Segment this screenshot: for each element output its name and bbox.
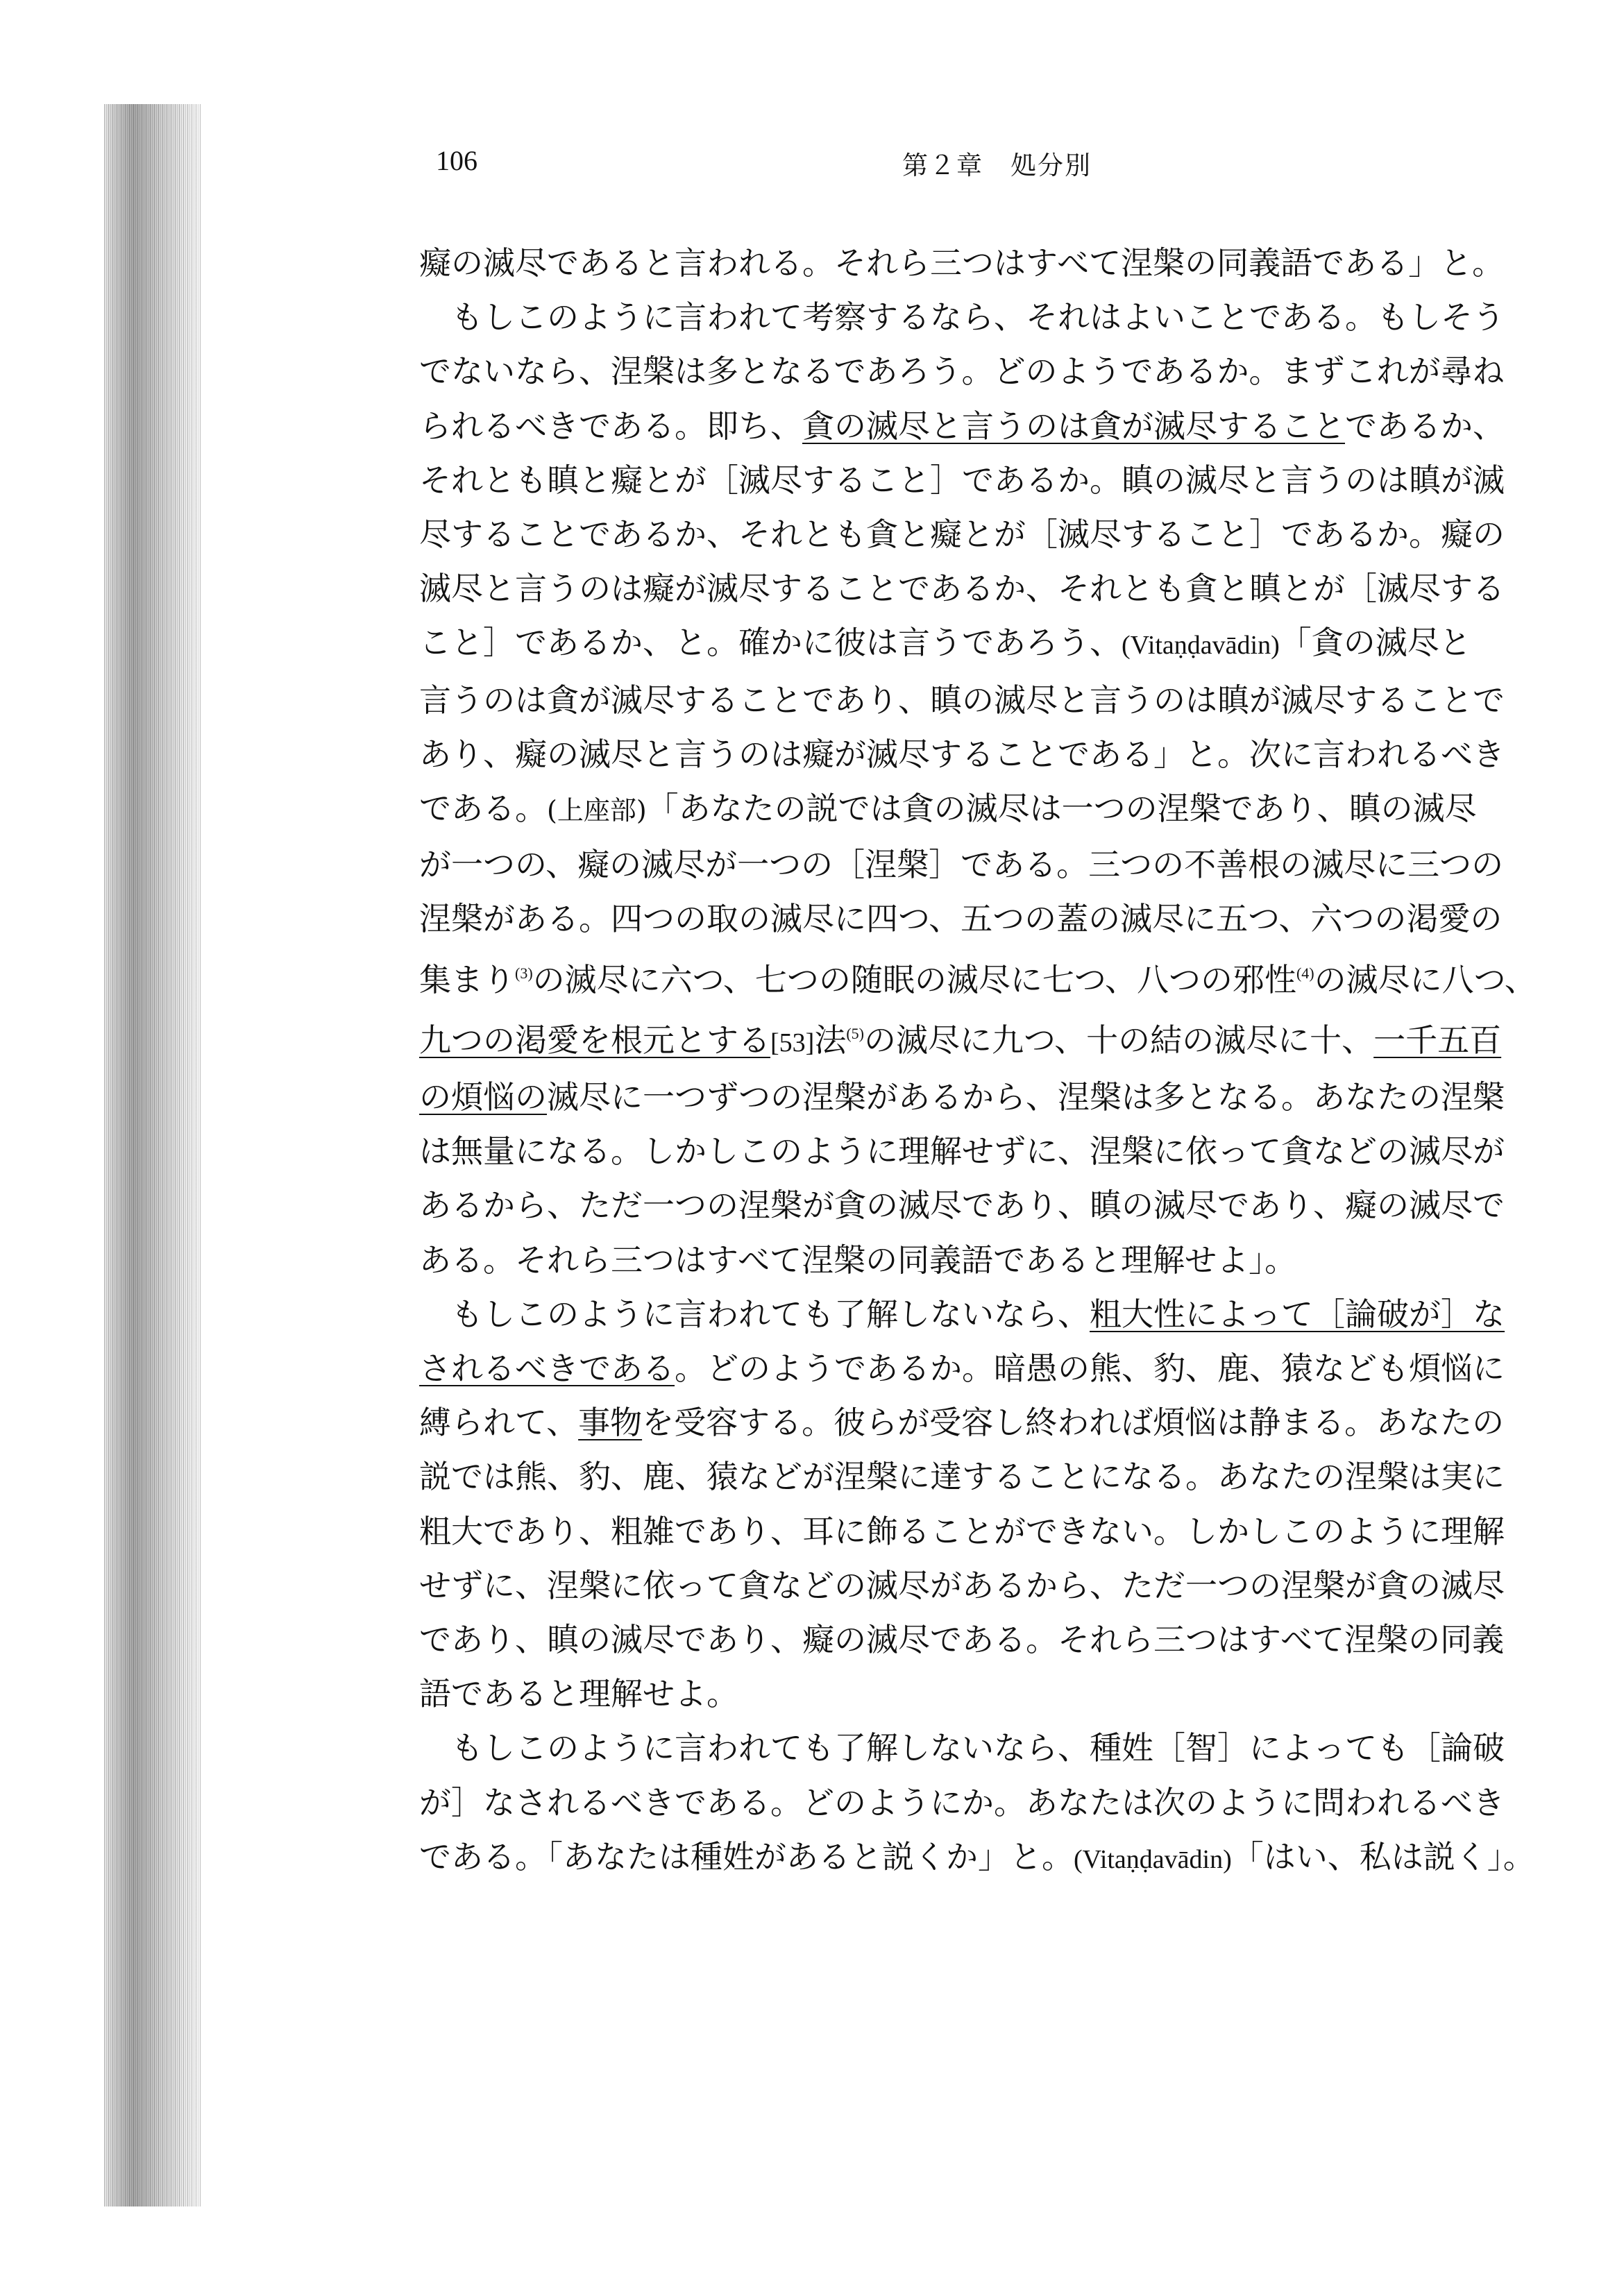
- running-header: 第２章 処分別: [902, 151, 1092, 180]
- text-line: の煩悩の滅尽に一つずつの涅槃があるから、涅槃は多となる。あなたの涅槃: [419, 1078, 1505, 1116]
- underlined-phrase: 粗大性によって［論破が］な: [1090, 1295, 1505, 1333]
- underlined-phrase: の煩悩の: [419, 1078, 547, 1116]
- page-number: 106: [436, 145, 477, 176]
- text-line: あるから、ただ一つの涅槃が貪の滅尽であり、瞋の滅尽であり、癡の滅尽で: [419, 1187, 1505, 1225]
- text-line: 涅槃がある。四つの取の滅尽に四つ、五つの蓋の滅尽に五つ、六つの渇愛の: [419, 900, 1503, 938]
- text-line: 縛られて、事物を受容する。彼らが受容し終われば煩悩は静まる。あなたの: [419, 1404, 1505, 1442]
- binding-gutter-scan-artifact: [104, 104, 201, 2206]
- speaker-label: (Vitaṇḍavādin): [1122, 631, 1280, 661]
- underlined-phrase: 貪の滅尽と言うのは貪が滅尽すること: [802, 407, 1345, 445]
- text-line: されるべきである。どのようであるか。暗愚の熊、豹、鹿、猿なども煩悩に: [419, 1350, 1505, 1388]
- underlined-phrase: 九つの渇愛を根元とする: [419, 1021, 770, 1059]
- underlined-phrase: されるべきである: [419, 1350, 675, 1388]
- text-line: られるべきである。即ち、貪の滅尽と言うのは貪が滅尽することであるか、: [419, 407, 1505, 445]
- footnote-marker: (3): [515, 964, 533, 982]
- text-line: もしこのように言われても了解しないなら、粗大性によって［論破が］な: [451, 1295, 1505, 1333]
- text-line: である。(上座部)「あなたの説では貪の滅尽は一つの涅槃であり、瞋の滅尽: [419, 790, 1477, 828]
- text-line: であり、瞋の滅尽であり、癡の滅尽である。それら三つはすべて涅槃の同義: [419, 1621, 1505, 1659]
- text-line: 説では熊、豹、鹿、猿などが涅槃に達することになる。あなたの涅槃は実に: [419, 1458, 1505, 1496]
- text-line: 滅尽と言うのは癡が滅尽することであるか、それとも貪と瞋とが［滅尽する: [419, 570, 1505, 608]
- text-line: せずに、涅槃に依って貪などの滅尽があるから、ただ一つの涅槃が貪の滅尽: [419, 1566, 1505, 1604]
- speaker-label: (Vitaṇḍavādin): [1074, 1844, 1232, 1874]
- underlined-phrase: 一千五百: [1373, 1021, 1502, 1059]
- footnote-marker: (4): [1296, 964, 1314, 982]
- page-reference: [53]: [770, 1028, 815, 1057]
- text-line: である。「あなたは種姓があると説くか」と。(Vitaṇḍavādin)「はい、私は説く」。: [419, 1837, 1535, 1876]
- text-line: あり、癡の滅尽と言うのは癡が滅尽することである」と。次に言われるべき: [419, 735, 1505, 773]
- text-line: ある。それら三つはすべて涅槃の同義語であると理解せよ」。: [419, 1241, 1297, 1279]
- text-line: 言うのは貪が滅尽することであり、瞋の滅尽と言うのは瞋が滅尽することで: [419, 681, 1505, 719]
- text-line: こと］であるか、と。確かに彼は言うであろう、(Vitaṇḍavādin)「貪の滅尽と: [419, 624, 1471, 662]
- text-line: 尽することであるか、それとも貪と癡とが［滅尽すること］であるか。癡の: [419, 516, 1505, 554]
- text-line: が］なされるべきである。どのようにか。あなたは次のように問われるべき: [419, 1783, 1505, 1821]
- text-line: が一つの、癡の滅尽が一つの［涅槃］である。三つの不善根の滅尽に三つの: [419, 846, 1504, 884]
- text-line: もしこのように言われても了解しないなら、種姓［智］によっても［論破: [451, 1729, 1505, 1767]
- body-text: [419, 236, 1613, 1887]
- text-line: 九つの渇愛を根元とする[53]法$^{(5)}$の滅尽に九つ、十の結の滅尽に十、一千五百: [419, 1021, 1502, 1059]
- text-line: 癡の滅尽であると言われる。それら三つはすべて涅槃の同義語である」と。: [419, 244, 1505, 282]
- underlined-phrase: 事物: [578, 1404, 643, 1442]
- text-line: は無量になる。しかしこのように理解せずに、涅槃に依って貪などの滅尽が: [419, 1132, 1505, 1171]
- text-line: 粗大であり、粗雑であり、耳に飾ることができない。しかしこのように理解: [419, 1512, 1505, 1550]
- text-line: もしこのように言われて考察するなら、それはよいことである。もしそう: [451, 298, 1505, 337]
- footnote-marker: (5): [846, 1024, 864, 1042]
- speaker-label: (上座部): [547, 795, 647, 826]
- text-line: でないなら、涅槃は多となるであろう。どのようであるか。まずこれが尋ね: [419, 352, 1505, 391]
- text-line: 集まり$^{(3)}$の滅尽に六つ、七つの随眠の滅尽に七つ、八つの邪性$^{(4)}$の滅尽に八つ、: [419, 960, 1537, 998]
- text-line: それとも瞋と癡とが［滅尽すること］であるか。瞋の滅尽と言うのは瞋が滅: [419, 461, 1505, 499]
- text-line: 語であると理解せよ。: [419, 1675, 738, 1713]
